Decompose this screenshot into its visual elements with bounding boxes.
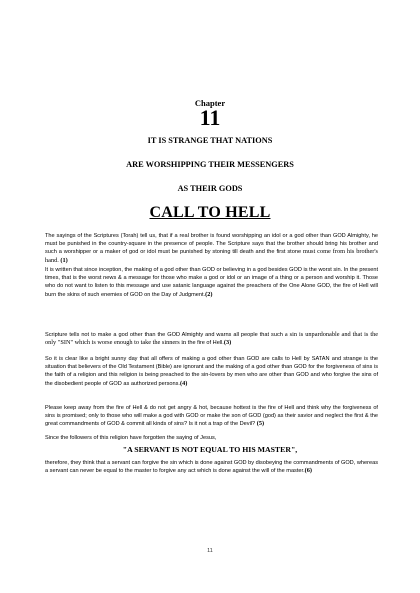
paragraph-2-text: It is written that since inception, the making of a god other than GOD or believing in a god besides GOD is the worst sin. In the present times, that is the worst news & a message for those who make a god or idol or an image of a thing or a person and worship it. Those who do not want to listen to this message and use satanic language against the preachers of the One Alone GOD, the fire of Hell will burn the skins of such enemies of GOD on the Day of Judgment. (45, 267, 378, 298)
quotation: "A SERVANT IS NOT EQUAL TO HIS MASTER", (122, 445, 298, 454)
chapter-label: Chapter (194, 98, 226, 108)
paragraph-3-text: Scripture tells not to make a god other than the GOD Almighty and warns all people that such (45, 332, 283, 338)
footnote-ref-4: (4) (179, 379, 188, 387)
paragraph-6-text: Since the followers of this religion have forgotten the saying of Jesus, (45, 435, 217, 441)
paragraph-1-text: The sayings of the Scriptures (Torah) tell us, that if a real brother is found worshipping an idol or a god other than GOD Almighty, he must be punished in the country-square in the presence of people. The Scripture says that the brother should bring his brother and such a worshipper or a maker of god or idol must be punished by stoning till death and the first stone (45, 233, 378, 256)
paragraph-1-tail: must come from his brother's hand. (45, 248, 378, 264)
footnote-ref-1: (1) (60, 256, 68, 264)
section-title: CALL TO HELL (149, 204, 271, 221)
paragraph-3-text-end: the fire of Hell. (187, 340, 224, 347)
paragraph-2 (45, 266, 378, 299)
paragraph-3-serif-line: a sin is unpardonable and that is the only "SIN" which is worse enough to take the sinners in (45, 331, 379, 347)
paragraph-4-text: So it is clear like a bright sunny day that all offers of making a god other than GOD are calls to Hell by SATAN and strange is the situation that believers of the Old Testament (Bible) are ignorant and the making of a god other than GOD for the forgiveness of sins is the faith of a religion and this religion is being preached to the sin-lovers by men who are other than GOD and who forgive the sins of the disobedient people of GOD as authorized persons. (45, 356, 378, 387)
page-number: 11 (207, 548, 213, 554)
paragraph-5-text: Please keep away from the fire of Hell & do not get angry & hot, because hottest is the fire of Hell and think why the forgiveness of sins is promised; only to those who will make a god with GOD or make the son of GOD (god) as their savior and neglect the first & the great commandments of GOD & commit all kinds of sins? Is it not a trap of the Devil? (45, 405, 378, 428)
chapter-number: 11 (199, 105, 221, 130)
paragraph-6 (45, 434, 378, 442)
paragraph-4 (45, 355, 378, 388)
chapter-heading-line-2: ARE WORSHIPPING THEIR MESSENGERS (126, 160, 294, 169)
chapter-heading-line-3: AS THEIR GODS (177, 184, 243, 193)
paragraph-5 (45, 404, 378, 429)
paragraph-3 (45, 331, 378, 347)
footnote-ref-5: (5) (256, 420, 265, 428)
paragraph-7 (45, 459, 378, 475)
footnote-ref-3: (3) (223, 339, 232, 347)
footnote-ref-2: (2) (205, 290, 213, 298)
chapter-heading-line-1: IT IS STRANGE THAT NATIONS (147, 136, 273, 145)
paragraph-1 (45, 232, 378, 265)
footnote-ref-6: (6) (304, 467, 312, 475)
paragraph-7-text: therefore, they think that a servant can forgive the sin which is done against GOD by disobeying the commandments of GOD, whereas a servant can never be equal to the master to forgive any act which is done against the will of the master. (45, 460, 378, 475)
